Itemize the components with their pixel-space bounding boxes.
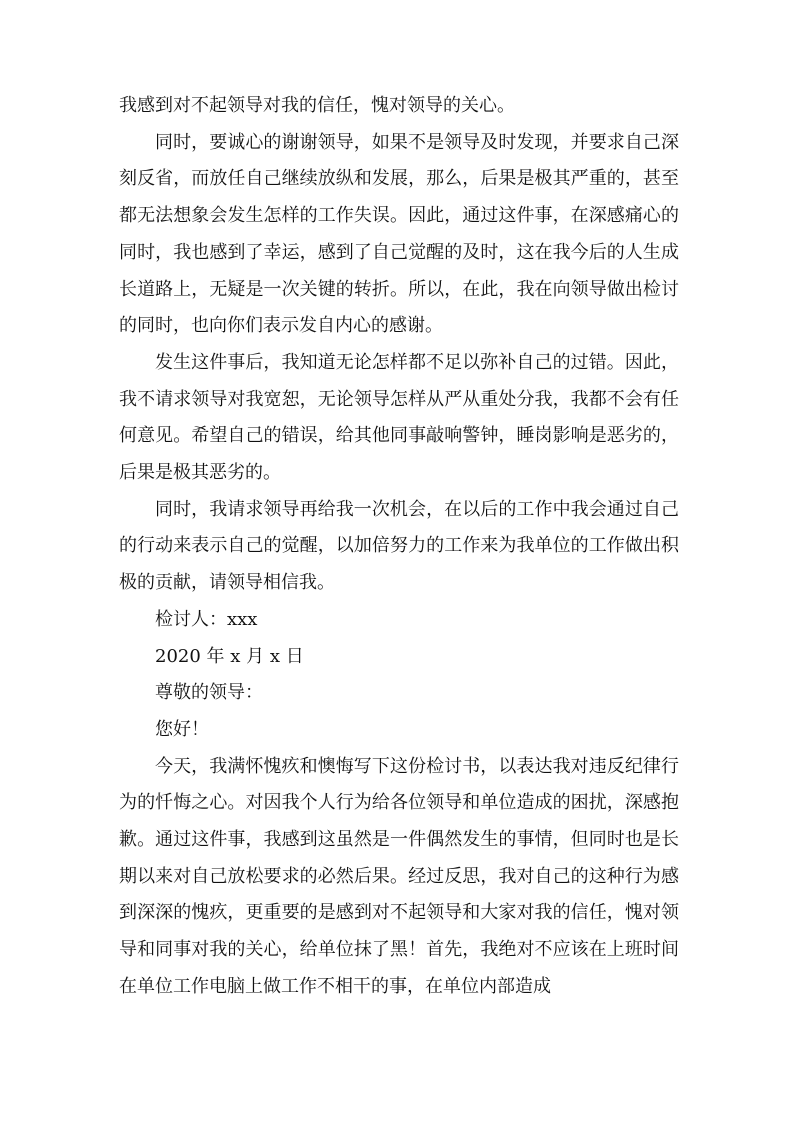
document-page (119, 88, 679, 1006)
paragraph-thanks: 同时，要诚心的谢谢领导，如果不是领导及时发现，并要求自己深刻反省，而放任自己继续放纵和发展，那么，后果是极其严重的，甚至都无法想象会发生怎样的工作失误。因此，通过这件事，在深感痛心的同时，我也感到了幸运，感到了自己觉醒的及时，这在我今后的人生成长道路上，无疑是一次关键的转折。所以，在此，我在向领导做出检讨的同时，也向你们表示发自内心的感谢。 (119, 131, 679, 337)
paragraph-acceptance: 发生这件事后，我知道无论怎样都不足以弥补自己的过错。因此，我不请求领导对我宽恕，无论领导怎样从严从重处分我，我都不会有任何意见。希望自己的错误，给其他同事敲响警钟，睡岗影响是恶劣的，后果是极其恶劣的。 (119, 351, 679, 484)
signature-line: 检讨人：xxx (155, 608, 258, 630)
salutation-line: 尊敬的领导： (155, 682, 263, 704)
paragraph-request: 同时，我请求领导再给我一次机会，在以后的工作中我会通过自己的行动来表示自己的觉醒，以加倍努力的工作来为我单位的工作做出积极的贡献，请领导相信我。 (119, 498, 679, 594)
date-line: 2020 年 x 月 x 日 (155, 645, 304, 667)
greeting-line: 您好！ (155, 718, 209, 740)
paragraph-body: 今天，我满怀愧疚和懊悔写下这份检讨书，以表达我对违反纪律行为的忏悔之心。对因我个人行为给各位领导和单位造成的困扰，深感抱歉。通过这件事，我感到这虽然是一件偶然发生的事情，但同时也是长期以来对自己放松要求的必然后果。经过反思，我对自己的这种行为感到深深的愧疚，更重要的是感到对不起领导和大家对我的信任，愧对领导和同事对我的关心，给单位抹了黑！首先，我绝对不应该在上班时间在单位工作电脑上做工作不相干的事，在单位内部造成 (119, 755, 679, 997)
paragraph-continuation: 我感到对不起领导对我的信任，愧对领导的关心。 (119, 95, 515, 116)
